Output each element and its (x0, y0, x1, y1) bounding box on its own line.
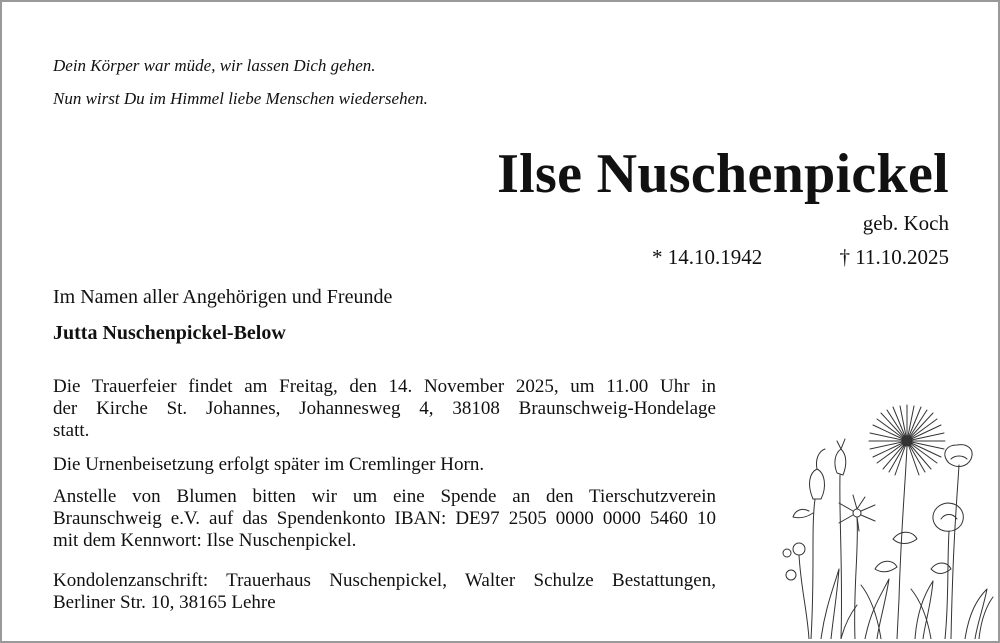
condolence-line: Kondolenzanschrift: Trauerhaus Nuschenpickel, Walter Schulze Bestattungen, (53, 570, 716, 591)
verse-line-1: Dein Körper war müde, wir lassen Dich gehen. (53, 56, 376, 75)
funeral-paragraph (53, 376, 716, 442)
urn-burial-paragraph (53, 454, 716, 476)
mourners-intro: Im Namen aller Angehörigen und Freunde (53, 286, 393, 308)
funeral-line: Die Trauerfeier findet am Freitag, den 14. November 2025, um 11.00 Uhr in (53, 376, 716, 397)
grass-icon (821, 532, 993, 639)
donation-line: Anstelle von Blumen bitten wir um eine Spende an den Tierschutzverein (53, 486, 716, 507)
funeral-line: statt. (53, 420, 90, 441)
donation-paragraph (53, 486, 716, 552)
deceased-name: Ilse Nuschenpickel (497, 143, 949, 205)
birth-date: * 14.10.1942 (652, 245, 763, 269)
bud-icon (793, 449, 825, 639)
small-flower-icon (783, 543, 809, 639)
funeral-line: der Kirche St. Johannes, Johannesweg 4, 38108 Braunschweig-Hondelage (53, 398, 716, 419)
condolence-line: Berliner Str. 10, 38165 Lehre (53, 592, 276, 613)
death-date: † 11.10.2025 (839, 245, 949, 269)
donation-line: mit dem Kennwort: Ilse Nuschenpickel. (53, 530, 357, 551)
flower-drawing-icon (781, 399, 996, 639)
condolence-paragraph (53, 570, 716, 614)
urn-burial-line: Die Urnenbeisetzung erfolgt später im Cremlinger Horn. (53, 454, 485, 475)
bud-icon (835, 439, 846, 639)
daisy-icon (839, 495, 875, 639)
donation-line: Braunschweig e.V. auf das Spendenkonto IBAN: DE97 2505 0000 0000 5460 10 (53, 508, 716, 529)
mourners-name: Jutta Nuschenpickel-Below (53, 322, 286, 344)
birth-name: geb. Koch (862, 211, 949, 235)
verse-line-2: Nun wirst Du im Himmel liebe Menschen wiedersehen. (53, 89, 428, 108)
